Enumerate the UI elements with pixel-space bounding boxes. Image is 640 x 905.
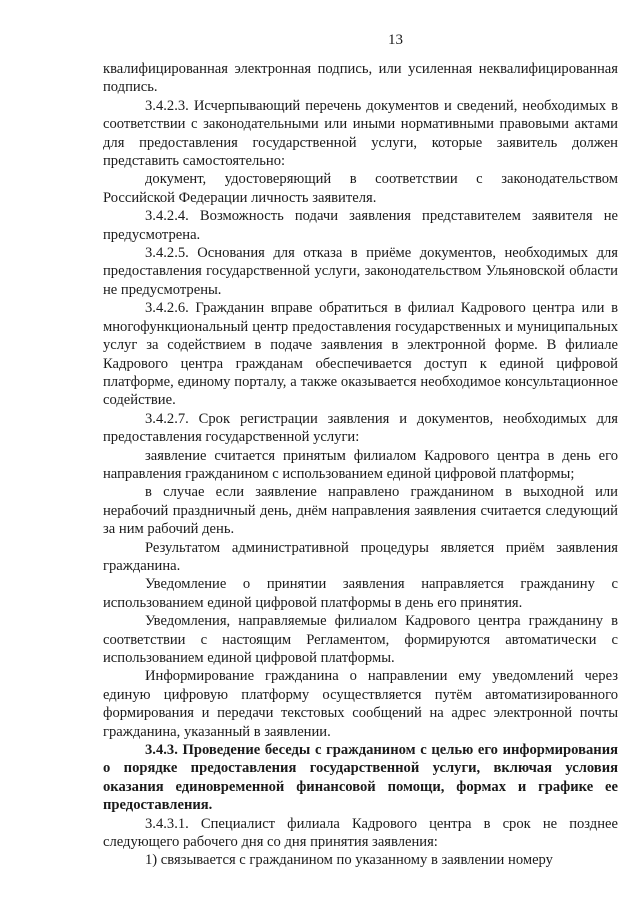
paragraph: 3.4.2.5. Основания для отказа в приёме документов, необходимых для предоставления государственной услуги, законодательством Ульяновской области не предусмотрены. bbox=[103, 245, 618, 298]
paragraph: 3.4.2.7. Срок регистрации заявления и документов, необходимых для предоставления государственной услуги: bbox=[103, 410, 618, 446]
list-item: 1) связывается с гражданином по указанному в заявлении номеру bbox=[145, 852, 553, 869]
paragraph: Уведомления, направляемые филиалом Кадрового центра гражданину в соответствии с настоящим Регламентом, формируются автоматически с использованием единой цифровой платформы. bbox=[103, 613, 618, 666]
paragraph: Информирование гражданина о направлении ему уведомлений через единую цифровую платформу осуществляется путём автоматизированного формирования и передачи текстовых сообщений на адрес электронной почты гражданина, указанный в заявлении. bbox=[103, 668, 618, 740]
document-body bbox=[103, 60, 618, 870]
paragraph: 3.4.2.4. Возможность подачи заявления представителем заявителя не предусмотрена. bbox=[103, 208, 618, 243]
paragraph: документ, удостоверяющий в соответствии с законодательством Российской Федерации личность заявителя. bbox=[103, 171, 618, 206]
paragraph: Результатом административной процедуры является приём заявления гражданина. bbox=[103, 539, 618, 574]
paragraph: в случае если заявление направлено гражданином в выходной или нерабочий праздничный день, днём направления заявления считается следующий за ним рабочий день. bbox=[103, 484, 618, 538]
paragraph: 3.4.2.6. Гражданин вправе обратиться в филиал Кадрового центра или в многофункциональный центр предоставления государственных и муниципальных услуг за содействием в подаче заявления в электронной форме. В филиале Кадрового центра гражданам обеспечивается доступ к единой цифровой платформе, единому порталу, а также оказывается необходимое консультационное содействие. bbox=[103, 300, 618, 409]
page-number: 13 bbox=[388, 32, 403, 48]
paragraph: 3.4.3.1. Специалист филиала Кадрового центра в срок не позднее следующего рабочего дня со дня принятия заявления: bbox=[103, 815, 618, 851]
section-heading: 3.4.3. Проведение беседы с гражданином с целью его информирования о порядке предоставления государственной услуги, включая условия оказания единовременной финансовой помощи, формах и графике ее предоставления. bbox=[103, 742, 618, 814]
paragraph: квалифицированная электронная подпись, или усиленная неквалифицированная подпись. bbox=[103, 61, 618, 96]
paragraph: Уведомление о принятии заявления направляется гражданину с использованием единой цифровой платформы в день его принятия. bbox=[103, 576, 618, 611]
paragraph: заявление считается принятым филиалом Кадрового центра в день его направления гражданином с использованием единой цифровой платформы; bbox=[103, 447, 618, 482]
paragraph: 3.4.2.3. Исчерпывающий перечень документов и сведений, необходимых в соответствии с законодательными или иными нормативными правовыми актами для предоставления государственной услуги, которые заявитель должен представить самостоятельно: bbox=[103, 97, 618, 170]
